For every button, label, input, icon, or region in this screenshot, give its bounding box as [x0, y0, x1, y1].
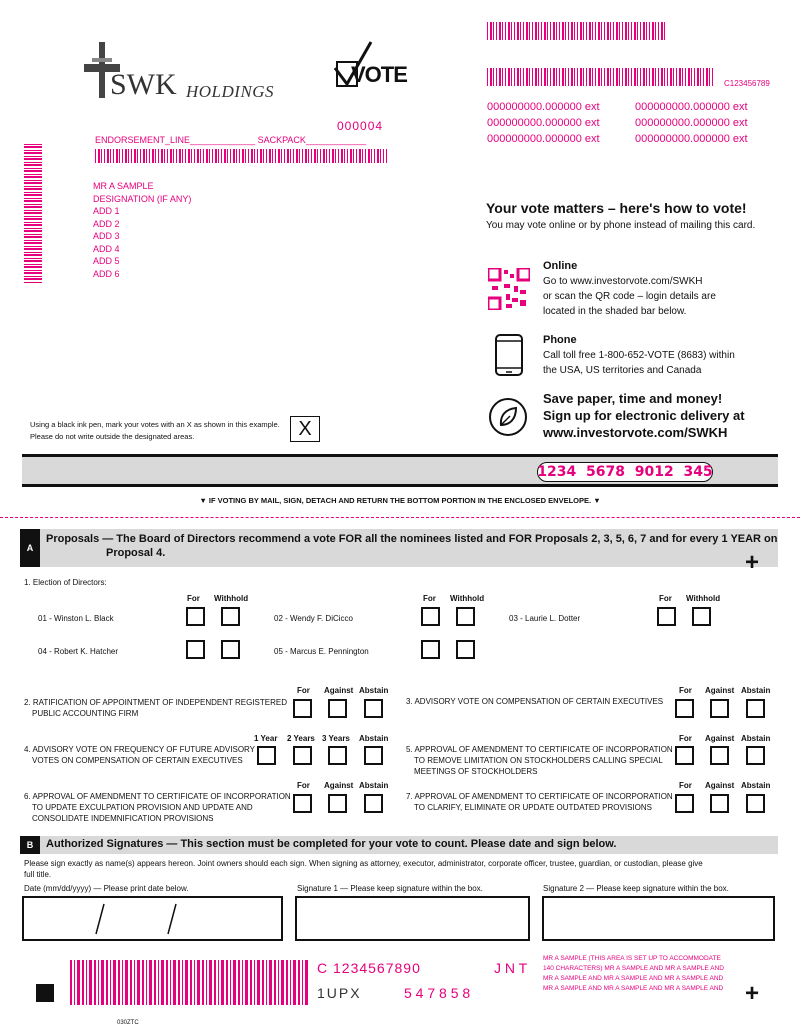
address-line: ADD 5	[93, 256, 120, 266]
col-for: For	[423, 594, 436, 603]
phone-section	[543, 333, 783, 378]
phone-text: the USA, US territories and Canada	[543, 365, 702, 376]
address-line: MR A SAMPLE	[93, 181, 154, 191]
ext-line-6: 000000000.000000 ext	[635, 133, 748, 145]
perforation-line	[0, 517, 800, 518]
paper-line: Sign up for electronic delivery at	[543, 408, 745, 423]
col-abstain: Abstain	[741, 734, 771, 743]
col-abstain: Abstain	[359, 734, 389, 743]
nominee-label: 05 - Marcus E. Pennington	[274, 647, 369, 656]
signature-2-box[interactable]	[542, 896, 775, 941]
date-label: Date (mm/dd/yyyy) — Please print date below.	[24, 884, 189, 893]
proposal-text: 5. APPROVAL OF AMENDMENT TO CERTIFICATE OF INCORPORATION	[406, 745, 673, 754]
registration-plus-top: +	[745, 549, 760, 576]
qr-code-icon	[488, 268, 530, 310]
online-title: Online	[543, 260, 578, 272]
endorsement-line: ENDORSEMENT_LINE_____________ SACKPACK____________	[95, 135, 367, 145]
col-withhold: Withhold	[214, 594, 249, 603]
address-line: ADD 2	[93, 218, 120, 229]
proposal-7-against-checkbox[interactable]	[710, 794, 729, 813]
swk-logo	[82, 40, 302, 104]
proposal-text: MEETINGS OF STOCKHOLDERS	[414, 767, 538, 776]
phone-title: Phone	[543, 334, 577, 346]
proposal-4-3-years-checkbox[interactable]	[328, 746, 347, 765]
nominee-05-for-checkbox[interactable]	[421, 640, 440, 659]
proposal-5-for-checkbox[interactable]	[675, 746, 694, 765]
how-to-vote-panel	[486, 200, 786, 231]
proposal-6-for-checkbox[interactable]	[293, 794, 312, 813]
proposal-3-against-checkbox[interactable]	[710, 699, 729, 718]
nominee-label: 03 - Laurie L. Dotter	[509, 614, 581, 623]
logo-suffix: HOLDINGS	[186, 82, 275, 101]
proposal-2-for-checkbox[interactable]	[293, 699, 312, 718]
section-a-letter: A	[20, 529, 40, 567]
nominee-04-withhold-checkbox[interactable]	[221, 640, 240, 659]
logo-name: SWK	[110, 68, 177, 101]
proposal-4-2-years-checkbox[interactable]	[293, 746, 312, 765]
address-line: ADD 4	[93, 243, 120, 254]
proposal-4-label	[24, 744, 255, 766]
proposal-6-label	[24, 791, 291, 824]
login-code: 1234 5678 9012 345	[537, 464, 713, 480]
col-abstain: Abstain	[741, 686, 771, 695]
col-2-years: 2 Years	[287, 734, 315, 743]
registration-plus-bottom: +	[745, 980, 760, 1007]
nominee-03-for-checkbox[interactable]	[657, 607, 676, 626]
vote-logo	[333, 40, 413, 92]
example-mark: X	[298, 417, 312, 440]
mailing-address	[93, 180, 191, 280]
paper-section	[543, 390, 745, 441]
signature-2-label: Signature 2 — Please keep signature within the box.	[543, 884, 729, 893]
address-line: ADD 6	[93, 268, 120, 279]
proposal-6-against-checkbox[interactable]	[328, 794, 347, 813]
col-for: For	[679, 686, 692, 695]
address-line: ADD 3	[93, 231, 120, 241]
section-b-header	[20, 836, 778, 854]
nominee-02-for-checkbox[interactable]	[421, 607, 440, 626]
online-section	[543, 259, 783, 319]
col-abstain: Abstain	[741, 781, 771, 790]
col-against: Against	[705, 781, 735, 790]
nominee-02-withhold-checkbox[interactable]	[456, 607, 475, 626]
login-code-box	[537, 462, 713, 482]
paper-line: www.investorvote.com/SWKH	[543, 425, 728, 440]
proposal-text: TO UPDATE EXCULPATION PROVISION AND UPDATE AND	[32, 803, 253, 812]
col-for: For	[679, 734, 692, 743]
col-for: For	[297, 781, 310, 790]
proposal-5-abstain-checkbox[interactable]	[746, 746, 765, 765]
signature-1-box[interactable]	[295, 896, 530, 941]
section-a-title-line: Proposals — The Board of Directors recommend a vote FOR all the nominees listed and FOR Proposals 2, 3, 5, 6, 7 and for every 1 YEAR on	[46, 533, 778, 545]
col-3-years: 3 Years	[322, 734, 350, 743]
col-for: For	[679, 781, 692, 790]
instruction-line: Please do not write outside the designated areas.	[30, 432, 195, 441]
nominee-label: 02 - Wendy F. DiCicco	[274, 614, 353, 623]
proposal-text: 7. APPROVAL OF AMENDMENT TO CERTIFICATE OF INCORPORATION	[406, 792, 673, 801]
col-against: Against	[324, 686, 354, 695]
section-a-header	[20, 529, 778, 567]
signature-1-label: Signature 1 — Please keep signature within the box.	[297, 884, 483, 893]
signature-instructions	[24, 858, 784, 880]
nominee-01-for-checkbox[interactable]	[186, 607, 205, 626]
proposal-3-for-checkbox[interactable]	[675, 699, 694, 718]
proposal-7-label	[406, 791, 673, 813]
col-withhold: Withhold	[450, 594, 485, 603]
proposal-7-abstain-checkbox[interactable]	[746, 794, 765, 813]
paper-line: Save paper, time and money!	[543, 391, 723, 406]
date-input-box[interactable]	[22, 896, 283, 941]
how-to-vote-title: Your vote matters – here's how to vote!	[486, 200, 747, 216]
address-line: DESIGNATION (IF ANY)	[93, 193, 192, 204]
online-text: located in the shaded bar below.	[543, 306, 687, 317]
example-mark-box	[290, 416, 320, 442]
form-code: 030ZTC	[117, 1020, 139, 1026]
top-barcode-2	[487, 68, 715, 86]
proposal-2-abstain-checkbox[interactable]	[364, 699, 383, 718]
election-label: 1. Election of Directors:	[24, 578, 107, 587]
ext-line-4: 000000000.000000 ext	[635, 117, 748, 129]
ext-line-2: 000000000.000000 ext	[635, 101, 748, 113]
proposal-text: 2. RATIFICATION OF APPOINTMENT OF INDEPENDENT REGISTERED	[24, 698, 287, 707]
footer-square-mark	[36, 984, 54, 1002]
nominee-label: 01 - Winston L. Black	[38, 614, 114, 623]
upx-code: 1UPX	[317, 985, 362, 1001]
phone-icon	[494, 333, 524, 377]
signature-instruction-text: Please sign exactly as name(s) appears hereon. Joint owners should each sign. When signing as attorney, executor, administrator, corporate officer, trustee, guardian, or custodian, please give	[24, 859, 703, 868]
proposal-2-against-checkbox[interactable]	[328, 699, 347, 718]
section-a-title-line: Proposal 4.	[106, 547, 166, 559]
proposal-7-for-checkbox[interactable]	[675, 794, 694, 813]
col-abstain: Abstain	[359, 686, 389, 695]
nominee-05-withhold-checkbox[interactable]	[456, 640, 475, 659]
how-to-vote-subtitle: You may vote online or by phone instead of mailing this card.	[486, 220, 756, 231]
col-withhold: Withhold	[686, 594, 721, 603]
account-number: C 1234567890	[317, 960, 421, 976]
proposal-4-abstain-checkbox[interactable]	[364, 746, 383, 765]
proposal-text: PUBLIC ACCOUNTING FIRM	[32, 709, 139, 718]
vote-logo-text: VOTE	[351, 62, 407, 87]
proposal-text: VOTES ON COMPENSATION OF CERTAIN EXECUTIVES	[32, 756, 243, 765]
section-a-title	[46, 532, 778, 560]
proposal-text: TO REMOVE LIMITATION ON STOCKHOLDERS CALLING SPECIAL	[414, 756, 663, 765]
proposal-5-label	[406, 744, 673, 777]
ext-line-3: 000000000.000000 ext	[487, 117, 600, 129]
proposal-3-label: 3. ADVISORY VOTE ON COMPENSATION OF CERTAIN EXECUTIVES	[406, 697, 664, 706]
col-against: Against	[324, 781, 354, 790]
detach-notice: ▼ IF VOTING BY MAIL, SIGN, DETACH AND RETURN THE BOTTOM PORTION IN THE ENCLOSED ENVELOPE. ▼	[199, 496, 601, 505]
col-for: For	[187, 594, 200, 603]
col-abstain: Abstain	[359, 781, 389, 790]
nominee-03-withhold-checkbox[interactable]	[692, 607, 711, 626]
leaf-icon	[488, 397, 528, 437]
col-1-year: 1 Year	[254, 734, 278, 743]
col-for: For	[659, 594, 672, 603]
top-barcode-1	[487, 22, 665, 40]
sequence-number: 000004	[337, 119, 384, 133]
col-against: Against	[705, 686, 735, 695]
proposal-text: 6. APPROVAL OF AMENDMENT TO CERTIFICATE OF INCORPORATION	[24, 792, 291, 801]
proposal-3-abstain-checkbox[interactable]	[746, 699, 765, 718]
section-b-title: Authorized Signatures — This section must be completed for your vote to count. Please date and sign below.	[46, 838, 617, 850]
online-text: or scan the QR code – login details are	[543, 291, 716, 302]
footer-barcode	[70, 960, 308, 1005]
nominee-04-for-checkbox[interactable]	[186, 640, 205, 659]
proposal-2-label	[24, 697, 287, 719]
marking-instructions	[30, 419, 280, 443]
instruction-line: Using a black ink pen, mark your votes with an X as shown in this example.	[30, 420, 280, 429]
nominee-01-withhold-checkbox[interactable]	[221, 607, 240, 626]
proposal-text: CONSOLIDATE INDEMNIFICATION PROVISIONS	[32, 814, 214, 823]
proposal-text: 4. ADVISORY VOTE ON FREQUENCY OF FUTURE ADVISORY	[24, 745, 256, 754]
ext-line-1: 000000000.000000 ext	[487, 101, 600, 113]
proposal-text: TO CLARIFY, ELIMINATE OR UPDATE OUTDATED PROVISIONS	[414, 803, 652, 812]
side-barcode	[24, 143, 42, 283]
proposal-6-abstain-checkbox[interactable]	[364, 794, 383, 813]
nominee-label: 04 - Robert K. Hatcher	[38, 647, 119, 656]
shareholder-name-area: MR A SAMPLE (THIS AREA IS SET UP TO ACCOMMODATE 140 CHARACTERS) MR A SAMPLE AND MR A SAMPLE AND MR A SAMPLE AND MR A SAMPLE AND MR A SAMPLE AND MR A SAMPLE AND MR A SAMPLE AND MR A SAMPLE AND	[543, 955, 724, 992]
control-code: C123456789	[724, 79, 770, 88]
section-b-letter: B	[20, 836, 40, 854]
phone-text: Call toll free 1-800-652-VOTE (8683) within	[543, 350, 735, 361]
col-for: For	[297, 686, 310, 695]
date-separator-icon	[24, 898, 281, 939]
proposal-4-1-year-checkbox[interactable]	[257, 746, 276, 765]
postal-barcode	[95, 149, 387, 163]
jnt-code: J N T	[494, 960, 528, 976]
proposal-5-against-checkbox[interactable]	[710, 746, 729, 765]
online-text: Go to www.investorvote.com/SWKH	[543, 276, 703, 287]
col-against: Against	[705, 734, 735, 743]
upx-number: 5 4 7 8 5 8	[404, 985, 471, 1001]
ext-line-5: 000000000.000000 ext	[487, 133, 600, 145]
signature-instruction-text: full title.	[24, 870, 52, 879]
address-line: ADD 1	[93, 206, 120, 216]
